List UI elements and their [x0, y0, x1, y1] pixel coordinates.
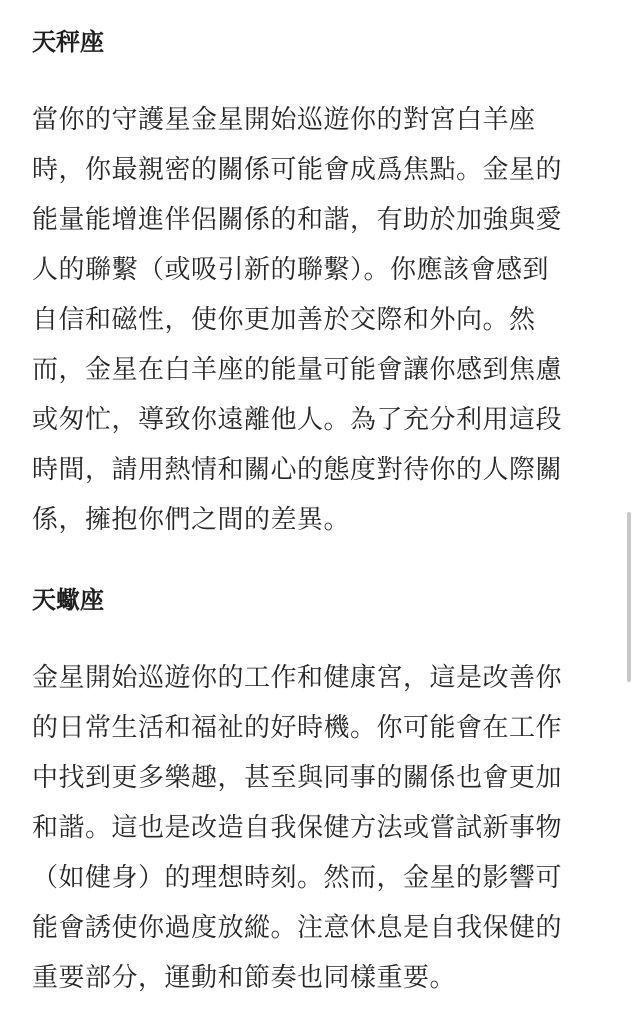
- paragraph-line: 能量能增進伴侶關係的和諧，有助於加強與愛: [32, 205, 563, 235]
- paragraph-line: 重要部分，運動和節奏也同樣重要。: [32, 963, 457, 993]
- paragraph-line: 當你的守護星金星開始巡遊你的對宮白羊座: [32, 105, 536, 135]
- paragraph-line: 金星開始巡遊你的工作和健康宮，這是改善你: [32, 663, 563, 693]
- paragraph-line: 中找到更多樂趣，甚至與同事的關係也會更加: [32, 763, 563, 793]
- paragraph-line: 或匆忙，導致你遠離他人。為了充分利用這段: [32, 405, 563, 435]
- scrollbar-thumb[interactable]: [627, 512, 631, 682]
- paragraph-line: 時間，請用熱情和關心的態度對待你的人際關: [32, 455, 563, 485]
- paragraph-line: （如健身）的理想時刻。然而，金星的影響可: [32, 863, 563, 893]
- section-title-libra: 天秤座: [32, 28, 104, 56]
- paragraph-line: 而，金星在白羊座的能量可能會讓你感到焦慮: [32, 355, 563, 385]
- section-title-scorpio: 天蠍座: [32, 586, 104, 614]
- paragraph-line: 時，你最親密的關係可能會成爲焦點。金星的: [32, 155, 563, 185]
- paragraph-line: 的日常生活和福祉的好時機。你可能會在工作: [32, 713, 563, 743]
- paragraph-line: 和諧。這也是改造自我保健方法或嘗試新事物: [32, 813, 563, 843]
- paragraph-line: 能會誘使你過度放縱。注意休息是自我保健的: [32, 913, 563, 943]
- paragraph-line: 自信和磁性，使你更加善於交際和外向。然: [32, 305, 536, 335]
- paragraph-line: 人的聯繫（或吸引新的聯繫）。你應該會感到: [32, 255, 550, 285]
- paragraph-line: 係，擁抱你們之間的差異。: [32, 505, 351, 535]
